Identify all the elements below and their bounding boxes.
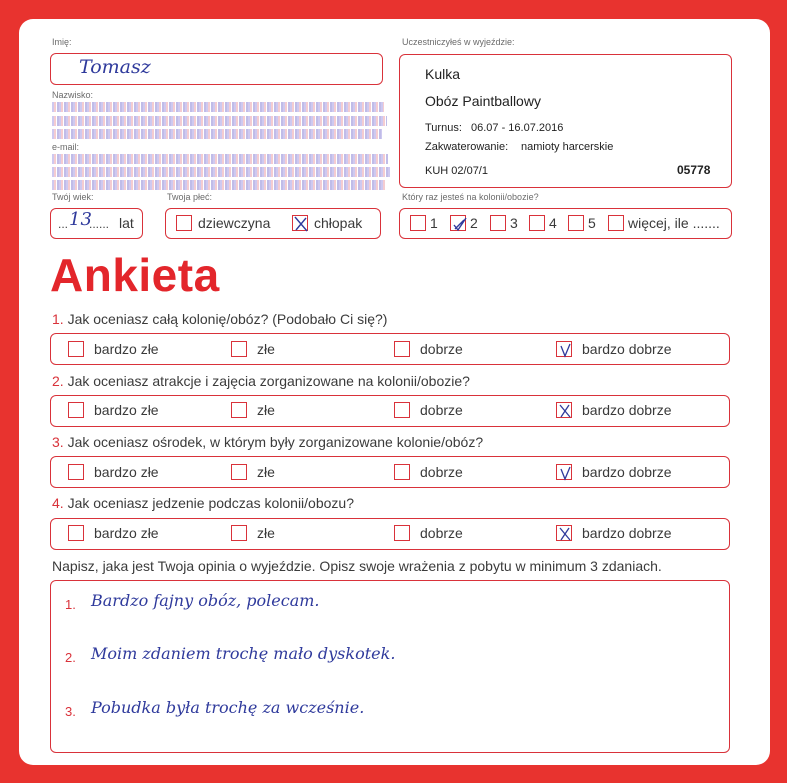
age-dots-right: ...... xyxy=(89,217,110,231)
q2-checkbox-1[interactable] xyxy=(231,402,247,418)
camp-info-box xyxy=(399,54,732,188)
check-mark-icon xyxy=(557,403,573,419)
age-label: Twój wiek: xyxy=(52,192,94,202)
q4-option-label: bardzo złe xyxy=(94,525,159,541)
redacted-surname xyxy=(52,102,384,112)
times-checkbox-5[interactable] xyxy=(568,215,584,231)
q2-checkbox-0[interactable] xyxy=(68,402,84,418)
question-1 xyxy=(52,311,387,327)
q3-option-label: bardzo złe xyxy=(94,464,159,480)
question-2-text: Jak oceniasz atrakcje i zajęcia zorganizowane na kolonii/obozie? xyxy=(67,373,470,389)
opinion-field[interactable] xyxy=(50,580,730,753)
redacted-email-3 xyxy=(52,180,386,190)
lodging-label: Zakwaterowanie: xyxy=(425,141,509,153)
question-3-number: 3. xyxy=(52,434,64,450)
redacted-email xyxy=(52,154,388,164)
check-mark-icon xyxy=(557,342,573,358)
q1-checkbox-0[interactable] xyxy=(68,341,84,357)
q3-checkbox-0[interactable] xyxy=(68,464,84,480)
gender-checkbox-girl[interactable] xyxy=(176,215,192,231)
q4-option-label: dobrze xyxy=(420,525,463,541)
times-checkbox-1[interactable] xyxy=(410,215,426,231)
times-label: Który raz jesteś na kolonii/obozie? xyxy=(402,192,539,202)
q3-option-label: bardzo dobrze xyxy=(582,464,672,480)
gender-label: Twoja płeć: xyxy=(167,192,213,202)
redacted-surname-2 xyxy=(52,116,387,126)
q1-checkbox-3[interactable] xyxy=(556,341,572,357)
times-checkbox-4[interactable] xyxy=(529,215,545,231)
times-option-more: więcej, ile ....... xyxy=(628,215,720,231)
q4-checkbox-1[interactable] xyxy=(231,525,247,541)
q1-checkbox-2[interactable] xyxy=(394,341,410,357)
times-checkbox-3[interactable] xyxy=(490,215,506,231)
opinion-line-3-number: 3. xyxy=(65,704,76,719)
question-4-number: 4. xyxy=(52,495,64,511)
question-3-text: Jak oceniasz ośrodek, w którym były zorganizowane kolonie/obóz? xyxy=(67,434,484,450)
q2-checkbox-2[interactable] xyxy=(394,402,410,418)
times-option-4: 4 xyxy=(549,215,557,231)
times-checkbox-2[interactable] xyxy=(450,215,466,231)
check-mark-icon xyxy=(557,465,573,481)
name-value: Tomasz xyxy=(79,56,151,78)
opinion-line-1: Bardzo fajny obóz, polecam. xyxy=(91,591,320,610)
q4-option-label: złe xyxy=(257,525,275,541)
times-checkbox-more[interactable] xyxy=(608,215,624,231)
opinion-line-3: Pobudka była trochę za wcześnie. xyxy=(91,698,365,717)
q2-option-label: złe xyxy=(257,402,275,418)
q1-option-label: dobrze xyxy=(420,341,463,357)
q3-checkbox-1[interactable] xyxy=(231,464,247,480)
check-mark-icon xyxy=(557,526,573,542)
opinion-line-1-number: 1. xyxy=(65,597,76,612)
question-1-text: Jak oceniasz całą kolonię/obóz? (Podobało Ci się?) xyxy=(67,311,388,327)
q4-option-label: bardzo dobrze xyxy=(582,525,672,541)
check-mark-icon xyxy=(451,216,467,232)
gender-option-girl: dziewczyna xyxy=(198,215,271,231)
q3-checkbox-2[interactable] xyxy=(394,464,410,480)
email-label: e-mail: xyxy=(52,142,80,152)
q4-checkbox-3[interactable] xyxy=(556,525,572,541)
times-option-1: 1 xyxy=(430,215,438,231)
camp-number: 05778 xyxy=(677,163,711,177)
opinion-line-2: Moim zdaniem trochę mało dyskotek. xyxy=(91,644,396,663)
q3-option-label: dobrze xyxy=(420,464,463,480)
q4-checkbox-2[interactable] xyxy=(394,525,410,541)
name-label: Imię: xyxy=(52,37,72,47)
gender-checkbox-boy[interactable] xyxy=(292,215,308,231)
q4-checkbox-0[interactable] xyxy=(68,525,84,541)
question-2 xyxy=(52,373,470,389)
q1-option-label: bardzo złe xyxy=(94,341,159,357)
gender-option-boy: chłopak xyxy=(314,215,363,231)
opinion-prompt: Napisz, jaka jest Twoja opinia o wyjeździe. Opisz swoje wrażenia z pobytu w minimum 3 zdaniach. xyxy=(52,558,662,574)
turnus-value: 06.07 - 16.07.2016 xyxy=(471,122,564,134)
camp-label: Uczestniczyłeś w wyjeździe: xyxy=(402,37,515,47)
times-option-2: 2 xyxy=(470,215,478,231)
q3-checkbox-3[interactable] xyxy=(556,464,572,480)
age-dots-left: ... xyxy=(58,217,69,231)
check-mark-icon xyxy=(293,216,309,232)
age-unit: lat xyxy=(119,215,134,231)
q2-option-label: dobrze xyxy=(420,402,463,418)
camp-code: KUH 02/07/1 xyxy=(425,165,488,177)
question-4 xyxy=(52,495,354,511)
age-field[interactable] xyxy=(50,208,143,239)
q2-option-label: bardzo dobrze xyxy=(582,402,672,418)
times-option-3: 3 xyxy=(510,215,518,231)
name-field[interactable] xyxy=(50,53,383,85)
times-option-5: 5 xyxy=(588,215,596,231)
surname-label: Nazwisko: xyxy=(52,90,94,100)
question-3 xyxy=(52,434,483,450)
q2-checkbox-3[interactable] xyxy=(556,402,572,418)
opinion-line-2-number: 2. xyxy=(65,650,76,665)
q1-option-label: bardzo dobrze xyxy=(582,341,672,357)
q1-checkbox-1[interactable] xyxy=(231,341,247,357)
lodging-value: namioty harcerskie xyxy=(521,141,614,153)
question-1-number: 1. xyxy=(52,311,64,327)
q3-option-label: złe xyxy=(257,464,275,480)
question-4-text: Jak oceniasz jedzenie podczas kolonii/obozu? xyxy=(67,495,354,511)
age-value: 13 xyxy=(69,209,92,230)
redacted-surname-3 xyxy=(52,129,382,139)
turnus-label: Turnus: xyxy=(425,122,462,134)
camp-type: Obóz Paintballowy xyxy=(425,93,541,109)
camp-name: Kulka xyxy=(425,66,461,82)
question-2-number: 2. xyxy=(52,373,64,389)
page-title: Ankieta xyxy=(50,249,220,301)
q1-option-label: złe xyxy=(257,341,275,357)
redacted-email-2 xyxy=(52,167,390,177)
q2-option-label: bardzo złe xyxy=(94,402,159,418)
